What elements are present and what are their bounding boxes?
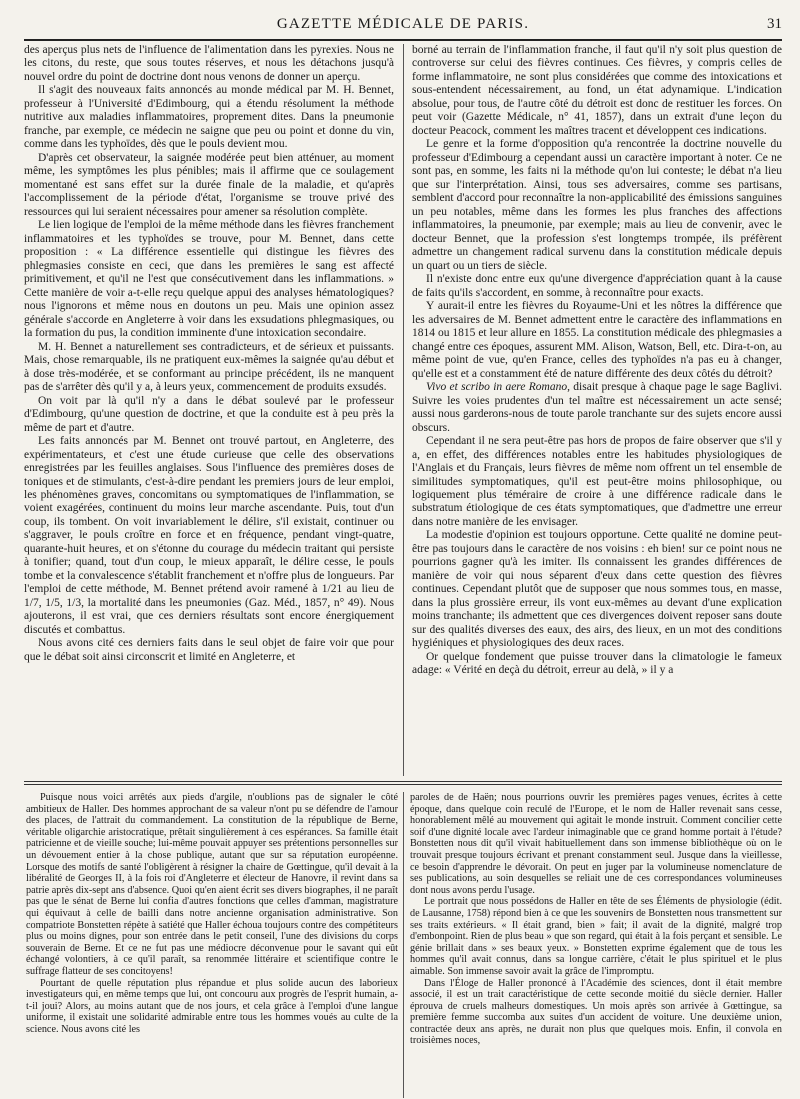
paragraph-text: Il n'existe donc entre eux qu'une divergence d'appréciation quant à la cause de faits qu'ils s'accordent, en somme, à reconnaître pour exacts. xyxy=(412,273,782,299)
paragraph xyxy=(24,152,394,219)
paragraph-text: des aperçus plus nets de l'influence de l'alimentation dans les pyrexies. Nous ne les citons, du reste, que sous toutes réserves, et nous les détachons jusqu'à nouvel ordre du point de doctrine dont nous venons de donner un aperçu. xyxy=(24,44,394,83)
feuilleton-right-column xyxy=(410,792,782,1098)
paragraph xyxy=(26,978,398,1036)
paragraph-text: On voit par là qu'il n'y a dans le débat soulevé par le professeur d'Edimbourg, qu'une question de doctrine, et que la conduite est à peu près la même de part et d'autre. xyxy=(24,394,394,434)
upper-left-column xyxy=(24,44,394,774)
paragraph xyxy=(412,273,782,300)
paragraph xyxy=(24,637,394,664)
paragraph xyxy=(24,219,394,340)
paragraph-text: Le lien logique de l'emploi de la même méthode dans les fièvres franchement inflammatoires et les typhoïdes se trouve, pour M. Bennet, dans cette proposition : « La différence essentielle qui distingue les fièvres des phlegmasies consiste en ceci, que dans les premières le sang est affecté primitivement, et qu'il ne l'est que consécutivement dans les inflammations. » Cette manière de voir a-t-elle reçu quelque appui des analyses hématologiques? nous l'ignorons et même nous en doutons un peu. Mais une opinion assez générale s'accorde en Angleterre à voir dans les exsudations phlegmasiques, ou la formation du pus, la condition imminente d'une intoxication secondaire. xyxy=(24,219,394,340)
feuilleton-rule-top xyxy=(24,781,782,782)
paragraph xyxy=(412,300,782,381)
feuilleton-rule-bottom xyxy=(24,784,782,785)
paragraph-text: La modestie d'opinion est toujours opportune. Cette qualité ne domine peut-être pas toujours dans le caractère de nos voisins : eh bien! sur ce point nous ne pourrions gagner qu'à les imiter. Ils connaissent les grandes différences de manière de voir qui nous séparent d'eux dans cette question des fièvres continues. Cependant plutôt que de supposer que nous sommes tous, en masse, dans la plus grossière erreur, ils vont eux-mêmes au devant d'une explication moins tranchante; ils admettent que ces divergences doivent reposer sans doute sur des qualités diverses des eaux, des airs, des lieux, en un mot des conditions hygiéniques et physiologiques des deux races. xyxy=(412,529,782,650)
paragraph xyxy=(26,792,398,978)
paragraph-text: Le genre et la forme d'opposition qu'a rencontrée la doctrine nouvelle du professeur d'Edimbourg a cependant aussi un caractère important à noter. Ce ne sont pas, en somme, les faits ni la méthode qu'on lui conteste; le débat n'a lieu que sur l'interprétation. Ainsi, tous ses adversaires, comme ses partisans, semblent d'accord pour reconnaître la non-applicabilité des émissions sanguines un peu notables, même dans les formes les plus franches des affections inflammatoires, la pneumonie, par exemple; mais au lieu de convenir, avec le docteur Bennet, que la profession s'est longtemps trompée, ils préfèrent admettre un changement radical survenu dans la constitution médicale depuis un quart ou un tiers de siècle. xyxy=(412,138,782,272)
paragraph xyxy=(412,44,782,138)
paragraph-text: Le portrait que nous possédons de Haller en tête de ses Éléments de physiologie (édit. de Lausanne, 1758) répond bien à ce que les souvenirs de Bonstetten nous transmettent sur ses traits extérieurs. « Il était grand, bien » fait; il avait de la dignité, malgré trop d'embonpoint. Rien de plus beau » que son regard, qui était à la fois perçant et sensible. Le génie brillait dans » ses beaux yeux. » Bonstetten exprime également que de tous les hommes qu'il avait connus, dans sa longue carrière, c'était le plus spirituel et le plus aimable. Son immense savoir avait la grâce de l'impromptu. xyxy=(410,896,782,977)
paragraph-text: D'après cet observateur, la saignée modérée peut bien atténuer, au moment même, les symptômes les plus pénibles; mais il affirme que ce soulagement momentané est sans effet sur la durée finale de la maladie, et qu'après l'accomplissement de la période d'état, l'organisme se trouve privé des ressources qui lui seraient nécessaires pour amener sa résolution complète. xyxy=(24,151,394,218)
header-rule xyxy=(24,39,782,41)
paragraph xyxy=(410,896,782,977)
paragraph xyxy=(24,44,394,84)
paragraph-text: Il s'agit des nouveaux faits annoncés au monde médical par M. H. Bennet, professeur à l'Université d'Edimbourg, qui a étendu résolument la méthode nutritive aux maladies inflammatoires, proprement dites. Dans la pneumonie franche, par exemple, ce médecin ne saigne que peu ou point et donne du vin, comme dans les typhoïdes, dès que le pouls devient mou. xyxy=(24,84,394,151)
column-divider-lower xyxy=(403,792,404,1098)
column-divider-upper xyxy=(403,44,404,776)
upper-right-column xyxy=(412,44,782,774)
paragraph-text: Y aurait-il entre les fièvres du Royaume-Uni et les nôtres la différence que les adversaires de M. Bennet admettent entre le caractère des inflammations en 1814 ou 1815 et leur allure en 1855. La constitution médicale des phlegmasies a changé entre ces époques, assurent MM. Alison, Watson, Bell, etc. Dira-t-on, au même point de vue, qu'en France, celles des typhoïdes n'a pas eu à changer, qu'elle est et a constamment été de nature différente des deux côtés du détroit? xyxy=(412,300,782,380)
paragraph-text: M. H. Bennet a naturellement ses contradicteurs, et de sérieux et puissants. Mais, chose remarquable, ils ne pratiquent eux-mêmes la saignée qu'au début et à dose très-modérée, et se conformant au principe précédent, ils ne manquent pas de s'arrêter dès qu'il y a, à leurs yeux, commencement de produits exsudés. xyxy=(24,340,394,394)
journal-title: GAZETTE MÉDICALE DE PARIS. xyxy=(276,16,530,32)
paragraph xyxy=(410,792,782,896)
paragraph xyxy=(412,651,782,678)
paragraph-text: , disait presque à chaque page le sage Baglivi. Suivre les voies prudentes d'un tel maître est nécessairement un acte sensé; aussi nous garderons-nous de toute parole tranchante sur des sujets encore aussi obscurs. xyxy=(412,381,782,434)
paragraph xyxy=(412,138,782,273)
paragraph xyxy=(24,395,394,435)
page-number: 31 xyxy=(767,16,782,32)
paragraph-text: borné au terrain de l'inflammation franche, il faut qu'il n'y soit plus question de controverse sur celui des fièvres continues. Ces fièvres, y compris celles de forme inflammatoire, ne sont plus considérées que comme des intoxications et sous-entendent nécessairement, au fond, un état adynamique. L'indication absolue, pour tous, de l'autre côté du détroit est donc de restituer les forces. On peut voir (Gazette Médicale, n° 41, 1857), dans un extrait d'une leçon du docteur Peacock, comment les maîtres tracent et développent ces indications. xyxy=(412,44,782,137)
paragraph-text: Nous avons cité ces derniers faits dans le seul objet de faire voir que pour que le débat soit ainsi circonscrit et limité en Angleterre, et xyxy=(24,637,394,663)
italic-lead: Vivo et scribo in aere Romano xyxy=(426,381,568,394)
paragraph-text: Les faits annoncés par M. Bennet ont trouvé partout, en Angleterre, des expérimentateurs, et c'est une étude curieuse que celle des observations enregistrées par les feuilles anglaises. Sous l'influence des premières doses de toniques et de stimulants, c'est-à-dire pendant les premiers jours de leur emploi, les phénomènes graves, concomitans ou symptomatiques de l'inflammation, se voient exagérées, continuent du moins leur marche ascendante. Puis, tout d'un coup, ils tombent. On voit invariablement le délire, s'il existait, continuer ou s'aggraver, le pouls croître en force et en fréquence, pendant vingt-quatre, quarante-huit heures, et on s'étonne du courage du médecin traitant qui persiste à tonifier; quand, tout d'un coup, le mieux apparaît, le délire cesse, le pouls tombe et la convalescence s'établit franchement et n'offre plus de longueurs. Par l'emploi de cette méthode, M. Bennet prétend avoir ramené à 1/21 au lieu de 1/7, 1/5, 1/3, la mortalité dans les pneumonies (Gaz. Méd., 1857, n° 49). Nous ajouterons, il est vrai, que ces derniers résultats sont encore énergiquement discutés et combattus. xyxy=(24,435,394,636)
feuilleton-left-column xyxy=(26,792,398,1098)
paragraph-text: Or quelque fondement que puisse trouver dans la climatologie le fameux adage: « Vérité en deçà du détroit, erreur au delà, » il y a xyxy=(412,650,782,677)
paragraph xyxy=(412,435,782,529)
paragraph-text: Cependant il ne sera peut-être pas hors de propos de faire observer que s'il y a, en effet, des différences notables entre les habitudes physiologiques de l'Anglais et du Français, leurs fièvres de même nom offrent un tel ensemble de similitudes symptomatiques, qu'il est peut-être moins philosophique, ou logiquement plus téméraire de croire à une différence radicale dans le substratum étiologique de ces états symptomatiques, que d'admettre une erreur dans notre manière de les envisager. xyxy=(412,435,782,528)
running-head xyxy=(24,14,782,36)
paragraph-text: paroles de de Haën; nous pourrions ouvrir les premières pages venues, écrites à cette époque, dans quelque coin reculé de l'Europe, et le nom de Haller revenait sans cesse, honorablement mêlé au mouvement qui agitait le monde instruit. Comment concilier cette soif d'une dignité locale avec l'ardeur inimaginable que ce grand homme portait à l'étude? Bonstetten nous dit qu'il vivait habituellement dans son immense bibliothèque où on le trouvait presque toujours écrivant et prenant constamment seul. Jusque dans la vieillesse, ce besoin d'apprendre le dévorait. On peut en juger par la volumineuse nomenclature de ses publications, au soin desquelles se reliait une de ces correspondances volumineuses dont nous avons perdu l'usage. xyxy=(410,792,782,896)
paragraph-text: Pourtant de quelle réputation plus répandue et plus solide aucun des laborieux investigateurs qui, en même temps que lui, ont concouru aux progrès de l'esprit humain, a-t-il joui? Alors, au moins autant que de nos jours, et cela grâce à l'emploi d'une langue uniforme, il existait une solidarité admirable entre tous les hommes voués au culte de la science. Nous avons cité les xyxy=(26,977,398,1035)
paragraph-text: Puisque nous voici arrêtés aux pieds d'argile, n'oublions pas de signaler le côté ambitieux de Haller. Des hommes approchant de sa valeur n'ont pu se défendre de l'amour des places, de l'attrait du commandement. La constitution de la république de Berne, véritable oligarchie aristocratique, prêtait singulièrement à ces espérances. Sa famille était patricienne et de vieille souche; lui-même pouvait appuyer ses prétentions personnelles sur un dévouement entier à la chose publique, autant que sur sa réputation européenne. Lorsque des motifs de santé l'obligèrent à résigner la chaire de Gœttingue, qu'il devait à la libéralité de Georges II, à la fois roi d'Angleterre et électeur de Hanovre, il revint dans sa patrie après dix-sept ans d'absence. Quoi qu'en aient écrit ses divers biographes, il ne paraît pas que le sénat de Berne lui confia d'autres fonctions que celles d'amman, magistrature qui équivaut à celle de bailli dans notre ancienne organisation administrative. Son compatriote Bonstetten répète à satiété que Haller échoua toujours contre des compétiteurs plus ou moins dignes, pour son entrée dans le petit conseil, l'une des divisions du corps souverain de Berne. Et ce ne fut pas une médiocre déconvenue pour le savant qui eût échangé volontiers, à ce qu'il paraît, sa renommée littéraire et scientifique contre le suffrage flatteur de ses concitoyens! xyxy=(26,792,398,977)
paragraph xyxy=(412,529,782,650)
paragraph xyxy=(24,84,394,151)
paragraph xyxy=(412,381,782,435)
paragraph xyxy=(24,341,394,395)
paragraph xyxy=(410,978,782,1048)
paragraph xyxy=(24,435,394,637)
paragraph-text: Dans l'Éloge de Haller prononcé à l'Académie des sciences, dont il était membre associé, il est un trait caractéristique de cette seconde moitié du siècle dernier. Haller éprouva de cruels malheurs domestiques. Un mois après son arrivée à Gœttingue, sa première femme succomba aux suites d'un accident de voiture. Une deuxième union, contractée deux ans après, ne durait non plus que quelques mois. Enfin, il convola en troisièmes noces, xyxy=(410,977,782,1047)
